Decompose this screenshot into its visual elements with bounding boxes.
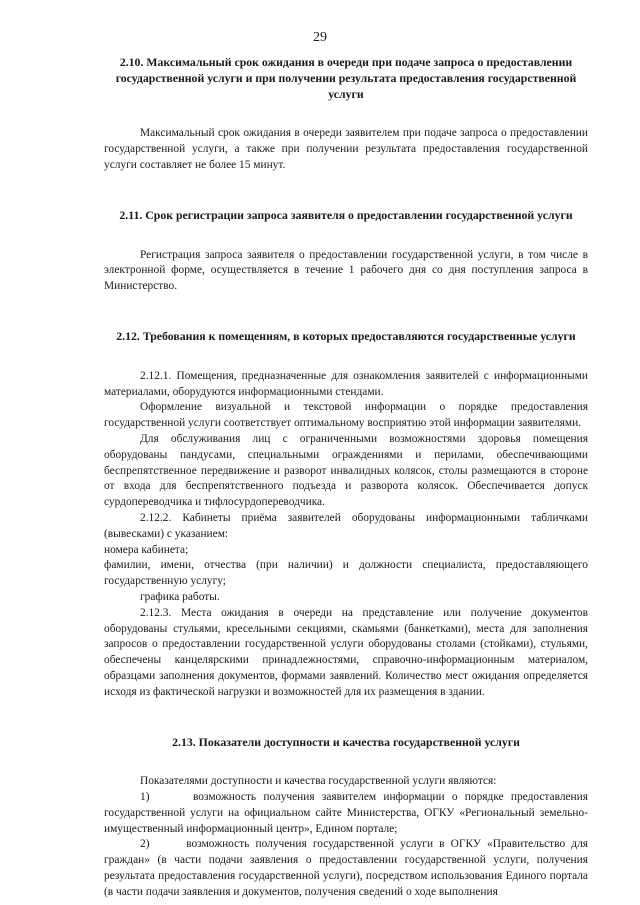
- page-number: 29: [313, 30, 327, 45]
- section-2-12-accessibility-paragraph: Для обслуживания лиц с ограниченными возможностями здоровья помещения оборудованы пандусами, специальными ограждениями и перилами, обеспечивающими беспрепятственное передвижение и разворот инвалидных колясок, столы размещаются в стороне от входа для беспрепятственного подъезда и разворота колясок. Обеспечивается допуск сурдопереводчика и тифлосурдопереводчика.: [104, 432, 588, 509]
- section-2-12-2-item-schedule: графика работы.: [140, 590, 220, 603]
- section-2-11-heading: 2.11. Срок регистрации запроса заявителя о предоставлении государственной услуги: [119, 207, 573, 222]
- section-2-13-intro: Показателями доступности и качества государственной услуги являются:: [140, 775, 497, 788]
- page-content: [104, 55, 588, 901]
- section-2-12-2-paragraph: 2.12.2. Кабинеты приёма заявителей оборудованы информационными табличками (вывесками) с указанием:: [104, 511, 588, 540]
- section-2-12-3-paragraph: 2.12.3. Места ожидания в очереди на представление или получение документов оборудованы стульями, кресельными секциями, скамьями (банкетками), места для заполнения запросов о предоставлении государственной услуги оборудованы столами (стойками), стульями, обеспечены канцелярскими принадлежностями, справочно-информационным материалом, образцами заполнения документов, формами заявлений. Количество мест ожидания определяется исходя из фактической нагрузки и возможностей для их размещения в здании.: [104, 606, 588, 698]
- section-2-11-paragraph: Регистрация запроса заявителя о предоставлении государственной услуги, в том числе в электронной форме, осуществляется в течение 1 рабочего дня со дня поступления запроса в Министерство.: [104, 248, 588, 293]
- section-2-12-heading: 2.12. Требования к помещениям, в которых предоставляются государственные услуги: [116, 328, 576, 343]
- section-2-12-2-item-name: фамилии, имени, отчества (при наличии) и должности специалиста, предоставляющего государственную услугу;: [104, 559, 588, 588]
- section-2-12-1-paragraph: 2.12.1. Помещения, предназначенные для ознакомления заявителей с информационными материалами, оборудуются информационными стендами.: [104, 369, 588, 398]
- section-2-13-heading: 2.13. Показатели доступности и качества государственной услуги: [172, 734, 520, 749]
- section-2-12-visual-info-paragraph: Оформление визуальной и текстовой информации о порядке предоставления государственной услуги соответствует оптимальному восприятию этой информации заявителями.: [104, 401, 588, 430]
- section-2-10-heading: 2.10. Максимальный срок ожидания в очереди при подаче запроса о предоставлении государственной услуги и при получении результата предоставления государственной услуги: [115, 55, 577, 101]
- section-2-13-item-1: 1) возможность получения заявителем информации о порядке предоставления государственной услуги на официальном сайте Министерства, ОГКУ «Региональный земельно-имущественный информационный центр», Едином портале;: [104, 791, 588, 835]
- section-2-10-paragraph: Максимальный срок ожидания в очереди заявителем при подаче запроса о предоставлении государственной услуги, а также при получении результата предоставления государственной услуги составляет не более 15 минут.: [104, 127, 588, 171]
- section-2-13-item-2: 2) возможность получения государственной услуги в ОГКУ «Правительство для граждан» (в части подачи заявления о предоставлении государственной услуги, получения результата предоставления государственной услуги), посредством использования Единого портала (в части подачи заявления и документов, получения сведений о ходе выполнения: [104, 838, 588, 898]
- section-2-12-2-item-room: номера кабинета;: [104, 543, 189, 556]
